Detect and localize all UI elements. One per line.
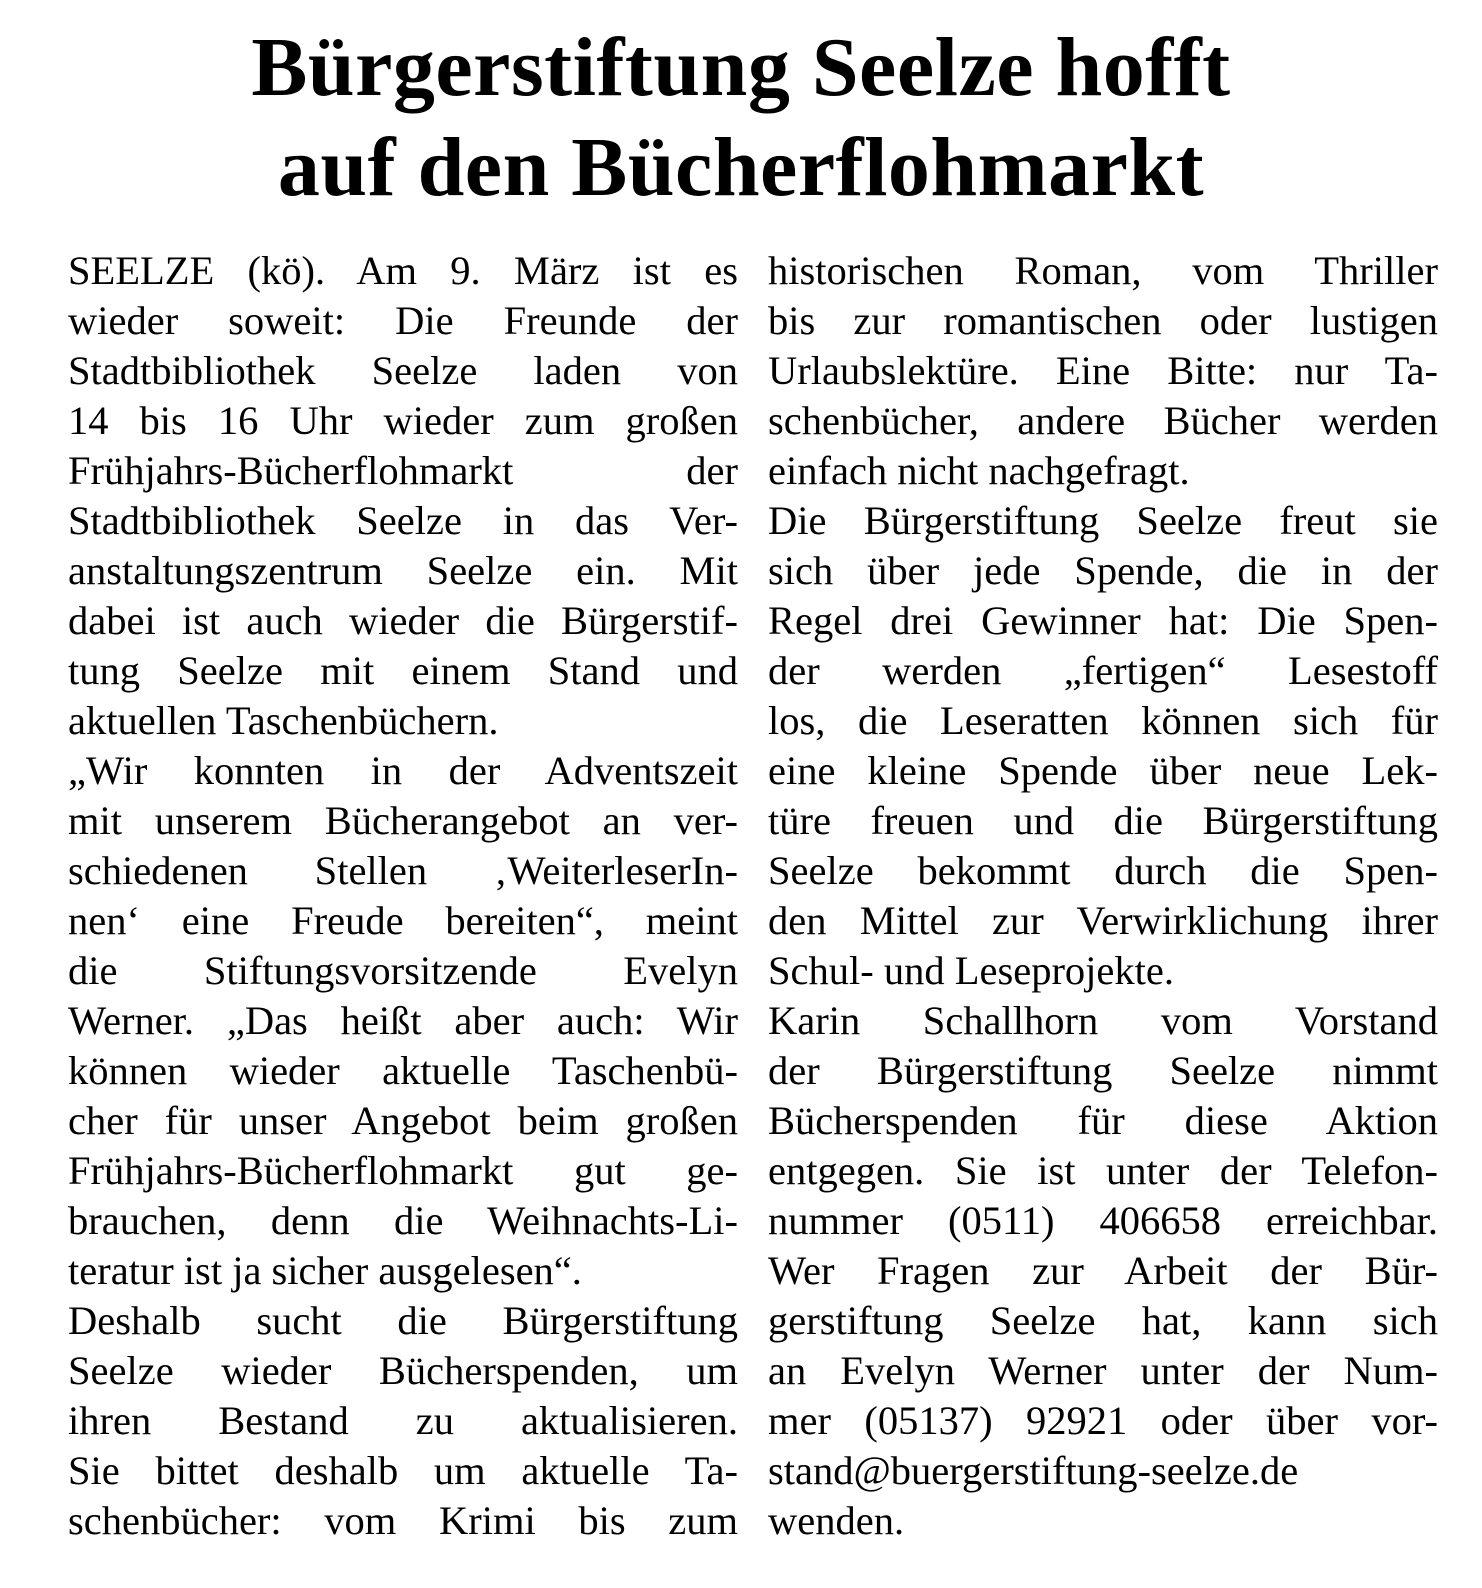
article-text-line: Urlaubslektüre. Eine Bitte: nur Ta- xyxy=(768,348,1438,393)
article-text-line: entgegen. Sie ist unter der Telefon- xyxy=(768,1148,1438,1193)
article-text-line: sich über jede Spende, die in der xyxy=(768,548,1438,593)
headline-line-1: Bürgerstiftung Seelze hofft xyxy=(251,21,1231,114)
article-text-line: anstaltungszentrum Seelze ein. Mit xyxy=(68,548,738,593)
article-text-line: stand@buergerstiftung-seelze.de xyxy=(768,1448,1299,1493)
article-text-line: türe freuen und die Bürgerstiftung xyxy=(768,798,1438,843)
article-headline xyxy=(0,18,1482,218)
article-text-line: können wieder aktuelle Taschenbü- xyxy=(68,1048,738,1093)
article-text-line: mer (05137) 92921 oder über vor- xyxy=(768,1398,1438,1443)
article-text-line: SEELZE (kö). Am 9. März ist es xyxy=(68,248,738,293)
article-text-line: wenden. xyxy=(768,1498,905,1543)
article-text-line: Sie bittet deshalb um aktuelle Ta- xyxy=(68,1448,738,1493)
article-text-line: historischen Roman, vom Thriller xyxy=(768,248,1438,293)
article-text-line: los, die Leseratten können sich für xyxy=(768,698,1438,743)
article-text-line: dabei ist auch wieder die Bürgerstif- xyxy=(68,598,738,643)
article-text-line: Seelze bekommt durch die Spen- xyxy=(768,848,1438,893)
article-text-line: Werner. „Das heißt aber auch: Wir xyxy=(68,998,738,1043)
article-text-line: Seelze wieder Bücherspenden, um xyxy=(68,1348,738,1393)
article-text-line: gerstiftung Seelze hat, kann sich xyxy=(768,1298,1438,1343)
article-text-line: den Mittel zur Verwirklichung ihrer xyxy=(768,898,1438,943)
article-text-line: der Bürgerstiftung Seelze nimmt xyxy=(768,1048,1438,1093)
article-text-line: teratur ist ja sicher ausgelesen“. xyxy=(68,1248,582,1293)
article-text-line: eine kleine Spende über neue Lek- xyxy=(768,748,1438,793)
article-text-line: einfach nicht nachgefragt. xyxy=(768,448,1190,493)
article-text-line: aktuellen Taschenbüchern. xyxy=(68,698,499,743)
article-text-line: Stadtbibliothek Seelze laden von xyxy=(68,348,738,393)
article-text-line: Bücherspenden für diese Aktion xyxy=(768,1098,1438,1143)
article-text-line: Frühjahrs-Bücherflohmarkt der xyxy=(68,448,738,493)
article-text-line: mit unserem Bücherangebot an ver- xyxy=(68,798,738,843)
article-text-line: an Evelyn Werner unter der Num- xyxy=(768,1348,1438,1393)
article-text-line: schenbücher: vom Krimi bis zum xyxy=(68,1498,738,1543)
article-text-line: ihren Bestand zu aktualisieren. xyxy=(68,1398,738,1443)
article-text-line: cher für unser Angebot beim großen xyxy=(68,1098,738,1143)
article-text-line: brauchen, denn die Weihnachts-Li- xyxy=(68,1198,738,1243)
article-text-line: schenbücher, andere Bücher werden xyxy=(768,398,1438,443)
article-column-left xyxy=(68,246,738,1546)
article-text-line: die Stiftungsvorsitzende Evelyn xyxy=(68,948,738,993)
article-text-line: 14 bis 16 Uhr wieder zum großen xyxy=(68,398,738,443)
article-text-line: Wer Fragen zur Arbeit der Bür- xyxy=(768,1248,1438,1293)
article-text-line: Frühjahrs-Bücherflohmarkt gut ge- xyxy=(68,1148,738,1193)
article-text-line: Schul- und Leseprojekte. xyxy=(768,948,1175,993)
headline-line-2: auf den Bücherflohmarkt xyxy=(277,121,1205,214)
article-text-line: bis zur romantischen oder lustigen xyxy=(768,298,1438,343)
article-text-line: Die Bürgerstiftung Seelze freut sie xyxy=(768,498,1438,543)
article-text-line: Stadtbibliothek Seelze in das Ver- xyxy=(68,498,738,543)
article-text-line: tung Seelze mit einem Stand und xyxy=(68,648,738,693)
article-text-line: nen‘ eine Freude bereiten“, meint xyxy=(68,898,738,943)
article-text-line: schiedenen Stellen ‚WeiterleserIn- xyxy=(68,848,738,893)
article-text-line: wieder soweit: Die Freunde der xyxy=(68,298,738,343)
article-text-line: der werden „fertigen“ Lesestoff xyxy=(768,648,1438,693)
article-text-line: Deshalb sucht die Bürgerstiftung xyxy=(68,1298,738,1343)
article-text-line: „Wir konnten in der Adventszeit xyxy=(68,748,738,793)
article-column-right xyxy=(768,246,1438,1546)
article-text-line: nummer (0511) 406658 erreichbar. xyxy=(768,1198,1438,1243)
article-text-line: Karin Schallhorn vom Vorstand xyxy=(768,998,1438,1043)
article-text-line: Regel drei Gewinner hat: Die Spen- xyxy=(768,598,1438,643)
